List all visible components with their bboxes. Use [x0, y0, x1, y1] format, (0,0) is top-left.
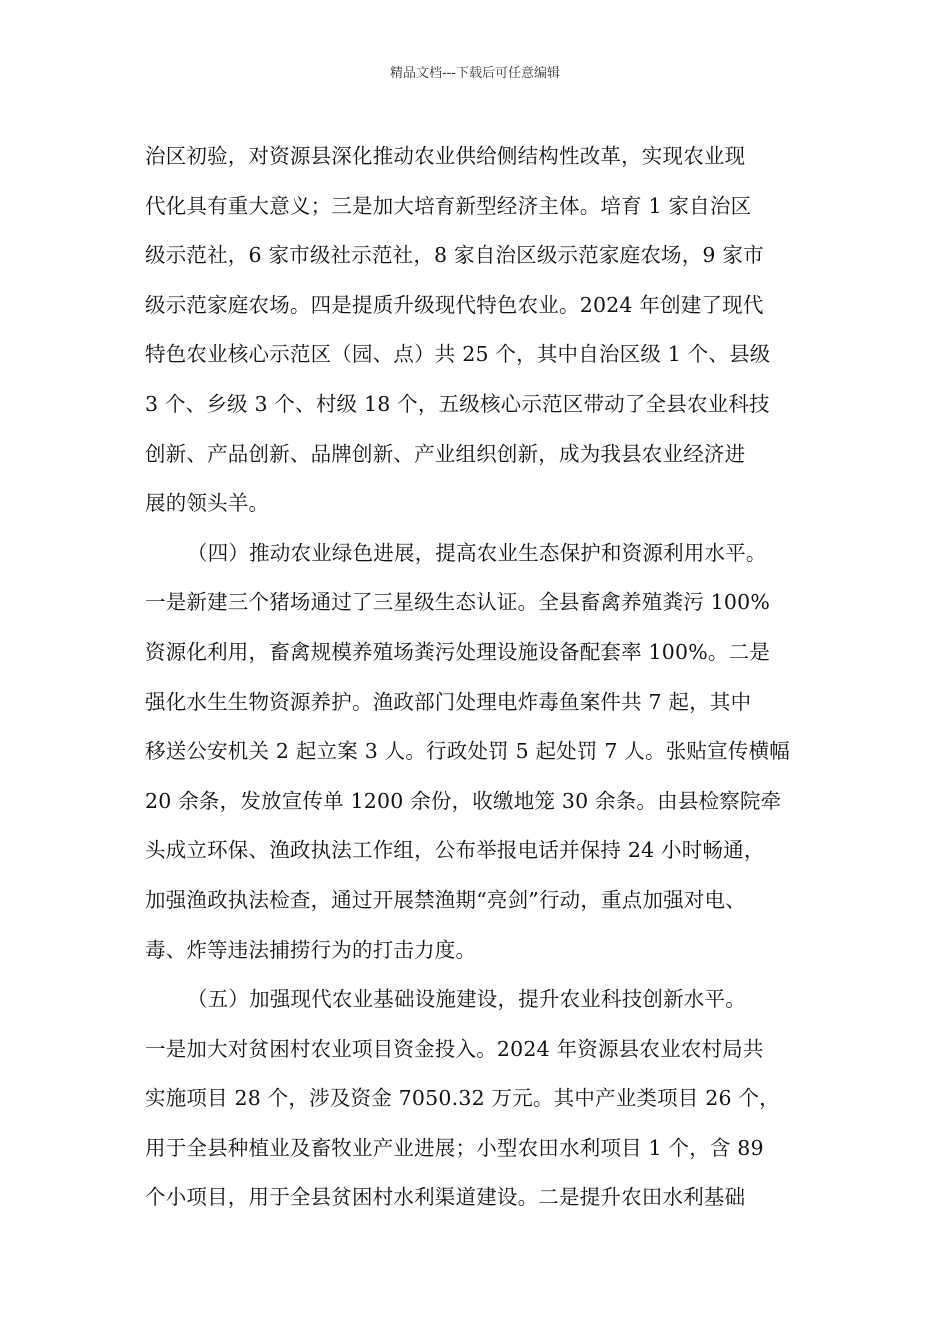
document-body: [145, 132, 825, 1223]
section-heading-5: （五）加强现代农业基础设施建设，提升农业科技创新水平。: [187, 987, 746, 1012]
text-line: 用于全县种植业及畜牧业产业进展；小型农田水利项目 1 个，含 89: [145, 1135, 764, 1160]
text-line: 头成立环保、渔政执法工作组，公布举报电话并保持 24 小时畅通，: [145, 838, 765, 863]
text-line: 级示范社，6 家市级社示范社，8 家自治区级示范家庭农场，9 家市: [145, 243, 764, 268]
page-header: 精品文档---下载后可任意编辑: [389, 66, 561, 81]
text-line: 20 余条，发放宣传单 1200 余份，收缴地笼 30 余条。由县检察院牵: [145, 788, 782, 813]
text-line: 级示范家庭农场。四是提质升级现代特色农业。2024 年创建了现代: [145, 292, 764, 317]
text-line: 移送公安机关 2 起立案 3 人。行政处罚 5 起处罚 7 人。张贴宣传横幅: [145, 739, 790, 764]
text-line: 个小项目，用于全县贫困村水利渠道建设。二是提升农田水利基础: [145, 1185, 746, 1210]
text-line: 创新、产品创新、品牌创新、产业组织创新，成为我县农业经济进: [145, 441, 746, 466]
text-line: 代化具有重大意义；三是加大培育新型经济主体。培育 1 家自治区: [145, 193, 752, 218]
text-line: 一是新建三个猪场通过了三星级生态认证。全县畜禽养殖粪污 100%: [145, 590, 771, 615]
section-heading-4: （四）推动农业绿色进展，提高农业生态保护和资源利用水平。: [187, 540, 767, 565]
text-line: 毒、炸等违法捕捞行为的打击力度。: [145, 937, 477, 962]
text-line: 3 个、乡级 3 个、村级 18 个，五级核心示范区带动了全县农业科技: [145, 391, 770, 416]
text-line: 加强渔政执法检查，通过开展禁渔期“亮剑”行动，重点加强对电、: [145, 887, 746, 912]
text-line: 资源化利用，畜禽规模养殖场粪污处理设施设备配套率 100%。二是: [145, 639, 771, 664]
text-line: 治区初验，对资源县深化推动农业供给侧结构性改革，实现农业现: [145, 144, 746, 168]
text-line: 特色农业核心示范区（园、点）共 25 个，其中自治区级 1 个、县级: [145, 342, 771, 367]
text-line: 展的领头羊。: [145, 491, 270, 516]
text-line: 强化水生生物资源养护。渔政部门处理电炸毒鱼案件共 7 起，其中: [145, 689, 752, 714]
text-line: 实施项目 28 个，涉及资金 7050.32 万元。其中产业类项目 26 个，: [145, 1086, 780, 1111]
text-line: 一是加大对贫困村农业项目资金投入。2024 年资源县农业农村局共: [145, 1036, 764, 1061]
